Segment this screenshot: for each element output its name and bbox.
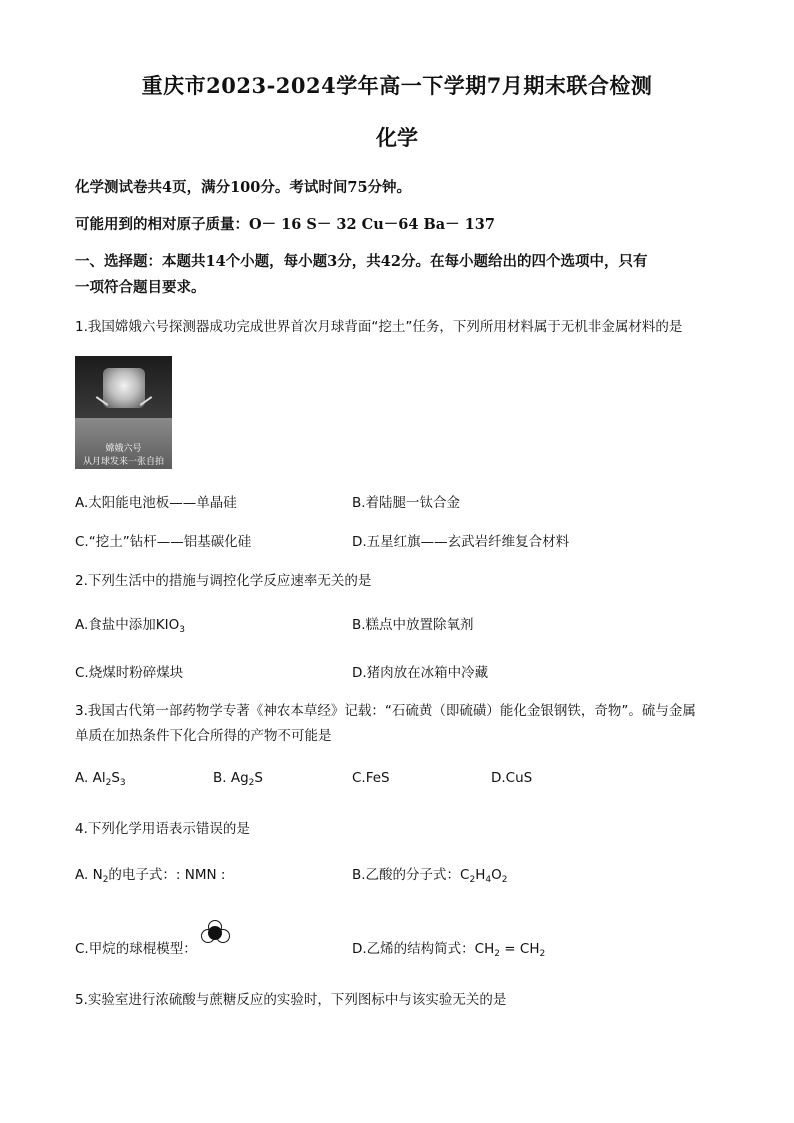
q4-option-d	[352, 937, 545, 959]
intro-line-2: 可能用到的相对原子质量：O－ 16 S－ 32 Cu－64 Ba－ 137	[75, 216, 495, 233]
intro-line-1: 化学测试卷共4页，满分100分。考试时间75分钟。	[75, 179, 412, 196]
q2-option-d: D.猪肉放在冰箱中冷藏	[352, 665, 489, 681]
q3-a-sub-1: 2	[105, 778, 112, 788]
q1-option-c: C.“挖土”钻杆——铝基碳化硅	[75, 534, 252, 550]
q1-stem: 1.我国嫦娥六号探测器成功完成世界首次月球背面“挖土”任务，下列所用材料属于无机非金属材料的是	[75, 319, 683, 335]
q4-a-2: 的电子式：: NMN :	[108, 867, 226, 883]
image-caption-1: 嫦娥六号	[105, 444, 142, 454]
q3-b-sub-1: 2	[248, 778, 255, 788]
q2-stem: 2.下列生活中的措施与调控化学反应速率无关的是	[75, 573, 372, 589]
q2-option-a	[75, 613, 185, 635]
q3-option-d: D.CuS	[491, 770, 533, 786]
q4-d-sub-2: 2	[539, 949, 546, 959]
q3-a-2: S	[111, 770, 120, 786]
q4-b-2: H	[475, 867, 486, 883]
q4-option-a	[75, 863, 225, 885]
q4-a-sub: 2	[102, 875, 109, 885]
q4-b-1: B.乙酸的分子式：C	[352, 867, 470, 883]
q1-option-b: B.着陆腿一钛合金	[352, 495, 461, 511]
section-heading-line-1: 一、选择题：本题共14个小题，每小题3分，共42分。在每小题给出的四个选项中，只有	[75, 253, 648, 270]
q3-stem-line-2: 单质在加热条件下化合所得的产物不可能是	[75, 728, 332, 744]
q4-d-sub-1: 2	[494, 949, 500, 959]
q4-a-1: A. N	[75, 867, 103, 883]
subject-title: 化学	[376, 125, 418, 150]
model-ball-center	[208, 926, 222, 940]
q4-b-sub-2: 4	[485, 875, 492, 885]
q3-a-sub-2: 3	[119, 778, 126, 788]
q3-option-b	[213, 770, 263, 788]
exam-title: 重庆市2023-2024学年高一下学期7月期末联合检测	[141, 73, 653, 98]
q3-b-1: B. Ag	[213, 770, 249, 786]
q4-b-3: O	[491, 867, 502, 883]
q4-b-sub-3: 2	[501, 875, 508, 885]
q3-stem-line-1: 3.我国古代第一部药物学专著《神农本草经》记载：“石硫黄（即硫磺）能化金银钢铁，奇物”。硫与金属	[75, 703, 696, 719]
q2-option-a-sub: 3	[179, 625, 185, 635]
q3-b-2: S	[254, 770, 263, 786]
q4-d-1: D.乙烯的结构简式：CH	[352, 941, 495, 957]
q5-stem: 5.实验室进行浓硫酸与蔗糖反应的实验时，下列图标中与该实验无关的是	[75, 992, 507, 1008]
q4-stem: 4.下列化学用语表示错误的是	[75, 821, 250, 837]
change6-selfie-image	[75, 356, 172, 469]
q3-a-1: A. Al	[75, 770, 106, 786]
q2-option-b: B.糕点中放置除氧剂	[352, 617, 474, 633]
q1-option-d: D.五星红旗——玄武岩纤维复合材料	[352, 534, 570, 550]
q3-option-c: C.FeS	[352, 770, 390, 786]
image-caption-2: 从月球发来一张自拍	[82, 457, 164, 467]
q2-option-a-text: A.食盐中添加KIO	[75, 617, 180, 633]
q4-option-c: C.甲烷的球棍模型：	[75, 941, 197, 957]
section-heading-line-2: 一项符合题目要求。	[75, 279, 206, 296]
q2-option-c: C.烧煤时粉碎煤块	[75, 665, 184, 681]
q4-option-b	[352, 863, 507, 885]
q4-b-sub-1: 2	[469, 875, 476, 885]
methane-ball-stick-model	[199, 920, 233, 946]
q1-option-a: A.太阳能电池板——单晶硅	[75, 495, 237, 511]
lander-graphic	[103, 368, 145, 408]
q3-option-a	[75, 770, 126, 788]
q4-d-2: = CH	[500, 941, 540, 957]
